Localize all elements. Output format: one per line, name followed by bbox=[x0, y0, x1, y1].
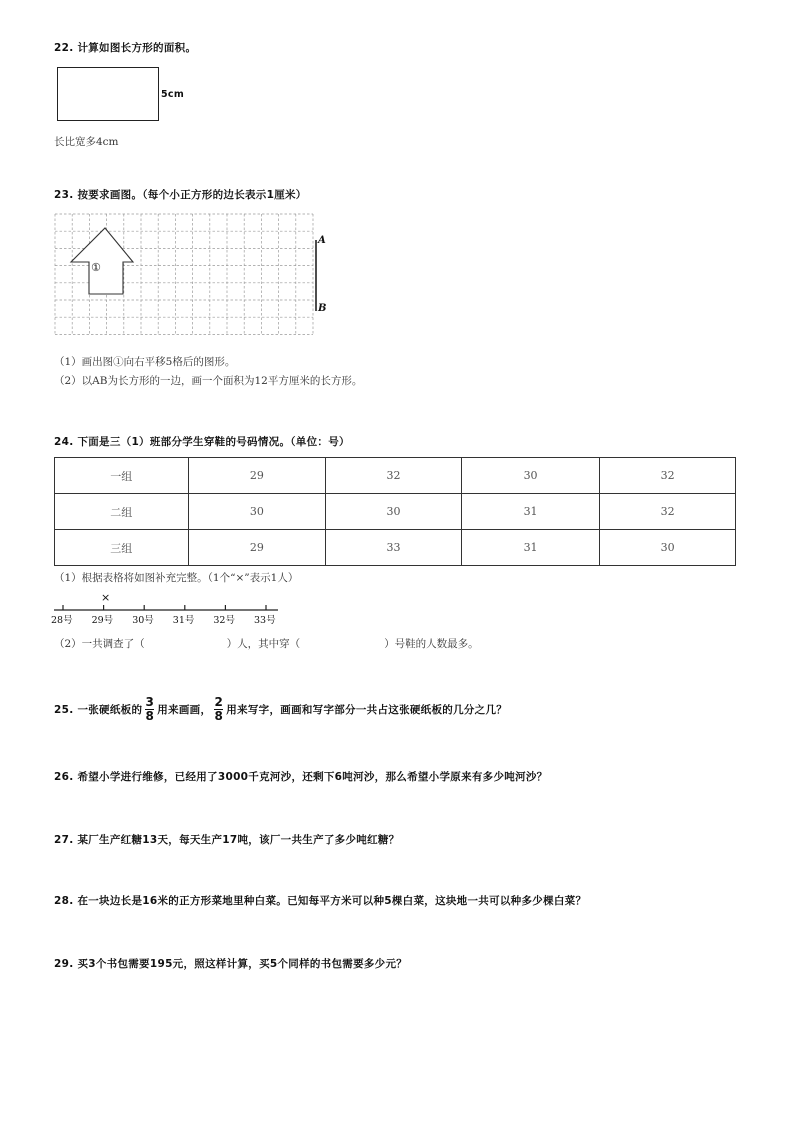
table-cell-group: 二组 bbox=[55, 494, 189, 530]
q26-text: 26. 希望小学进行维修，已经用了3000千克河沙，还剩下6吨河沙，那么希望小学原来有多少吨河沙？ bbox=[54, 771, 548, 783]
number-line-label: 33号 bbox=[254, 615, 276, 626]
q24-task2-part1: （2）一共调查了（ bbox=[54, 638, 145, 650]
fraction-3-8 bbox=[145, 696, 154, 723]
q24-task2-part2: ）人，其中穿（ bbox=[226, 638, 301, 650]
q23-grid-figure bbox=[52, 212, 342, 344]
fraction-2-8 bbox=[214, 696, 223, 723]
table-cell: 31 bbox=[461, 494, 600, 530]
table-cell-group: 三组 bbox=[55, 530, 189, 566]
table-cell: 30 bbox=[461, 458, 600, 494]
q22-rectangle bbox=[57, 67, 159, 121]
fraction-denominator: 8 bbox=[214, 709, 224, 723]
table-cell-group: 一组 bbox=[55, 458, 189, 494]
q23-task2: （2）以AB为长方形的一边，画一个面积为12平方厘米的长方形。 bbox=[54, 375, 363, 387]
q25-part2: 用来画画， bbox=[157, 704, 212, 716]
q23-title: 23. 按要求画图。（每个小正方形的边长表示1厘米） bbox=[54, 189, 307, 201]
fraction-numerator: 2 bbox=[214, 695, 224, 709]
q23-task1: （1）画出图①向右平移5格后的图形。 bbox=[54, 356, 236, 368]
q24-number-line bbox=[52, 590, 284, 626]
q22-note: 长比宽多4cm bbox=[54, 136, 119, 148]
table-cell: 30 bbox=[188, 494, 326, 530]
fraction-denominator: 8 bbox=[145, 709, 155, 723]
q25-part1: 25. 一张硬纸板的 bbox=[54, 704, 143, 716]
q25-part3: 用来写字，画画和写字部分一共占这张硬纸板的几分之几？ bbox=[226, 704, 508, 716]
cross-mark: × bbox=[101, 591, 111, 604]
table-cell: 29 bbox=[188, 530, 326, 566]
q23-label-a: A bbox=[318, 235, 326, 246]
q24-task2 bbox=[54, 636, 479, 651]
q24-task2-part3: ）号鞋的人数最多。 bbox=[384, 638, 479, 650]
number-line-label: 28号 bbox=[51, 615, 73, 626]
q24-table bbox=[54, 457, 736, 566]
table-cell: 32 bbox=[600, 494, 736, 530]
table-row bbox=[55, 458, 736, 494]
number-line-label: 31号 bbox=[172, 615, 195, 626]
q25 bbox=[54, 696, 507, 723]
number-line-label: 32号 bbox=[213, 615, 235, 626]
table-cell: 30 bbox=[326, 494, 462, 530]
table-cell: 31 bbox=[461, 530, 600, 566]
table-cell: 33 bbox=[326, 530, 462, 566]
number-line-label: 29号 bbox=[91, 615, 114, 626]
table-cell: 29 bbox=[188, 458, 326, 494]
table-cell: 32 bbox=[600, 458, 736, 494]
q22-title: 22. 计算如图长方形的面积。 bbox=[54, 42, 197, 54]
q24-task1: （1）根据表格将如图补充完整。（1个“×”表示1人） bbox=[54, 572, 299, 584]
q27-text: 27. 某厂生产红糖13天，每天生产17吨，该厂一共生产了多少吨红糖？ bbox=[54, 834, 400, 846]
fraction-numerator: 3 bbox=[145, 695, 155, 709]
q23-label-b: B bbox=[318, 303, 327, 314]
table-cell: 32 bbox=[326, 458, 462, 494]
q24-title: 24. 下面是三（1）班部分学生穿鞋的号码情况。（单位：号） bbox=[54, 436, 350, 448]
number-line-label: 30号 bbox=[132, 615, 154, 626]
q28-text: 28. 在一块边长是16米的正方形菜地里种白菜。已知每平方米可以种5棵白菜，这块地一共可以种多少棵白菜？ bbox=[54, 895, 587, 907]
q23-shape-label: ① bbox=[91, 261, 101, 274]
q29-text: 29. 买3个书包需要195元，照这样计算，买5个同样的书包需要多少元？ bbox=[54, 958, 408, 970]
table-row bbox=[55, 494, 736, 530]
table-cell: 30 bbox=[600, 530, 736, 566]
q22-side-label: 5cm bbox=[161, 89, 185, 100]
table-row bbox=[55, 530, 736, 566]
